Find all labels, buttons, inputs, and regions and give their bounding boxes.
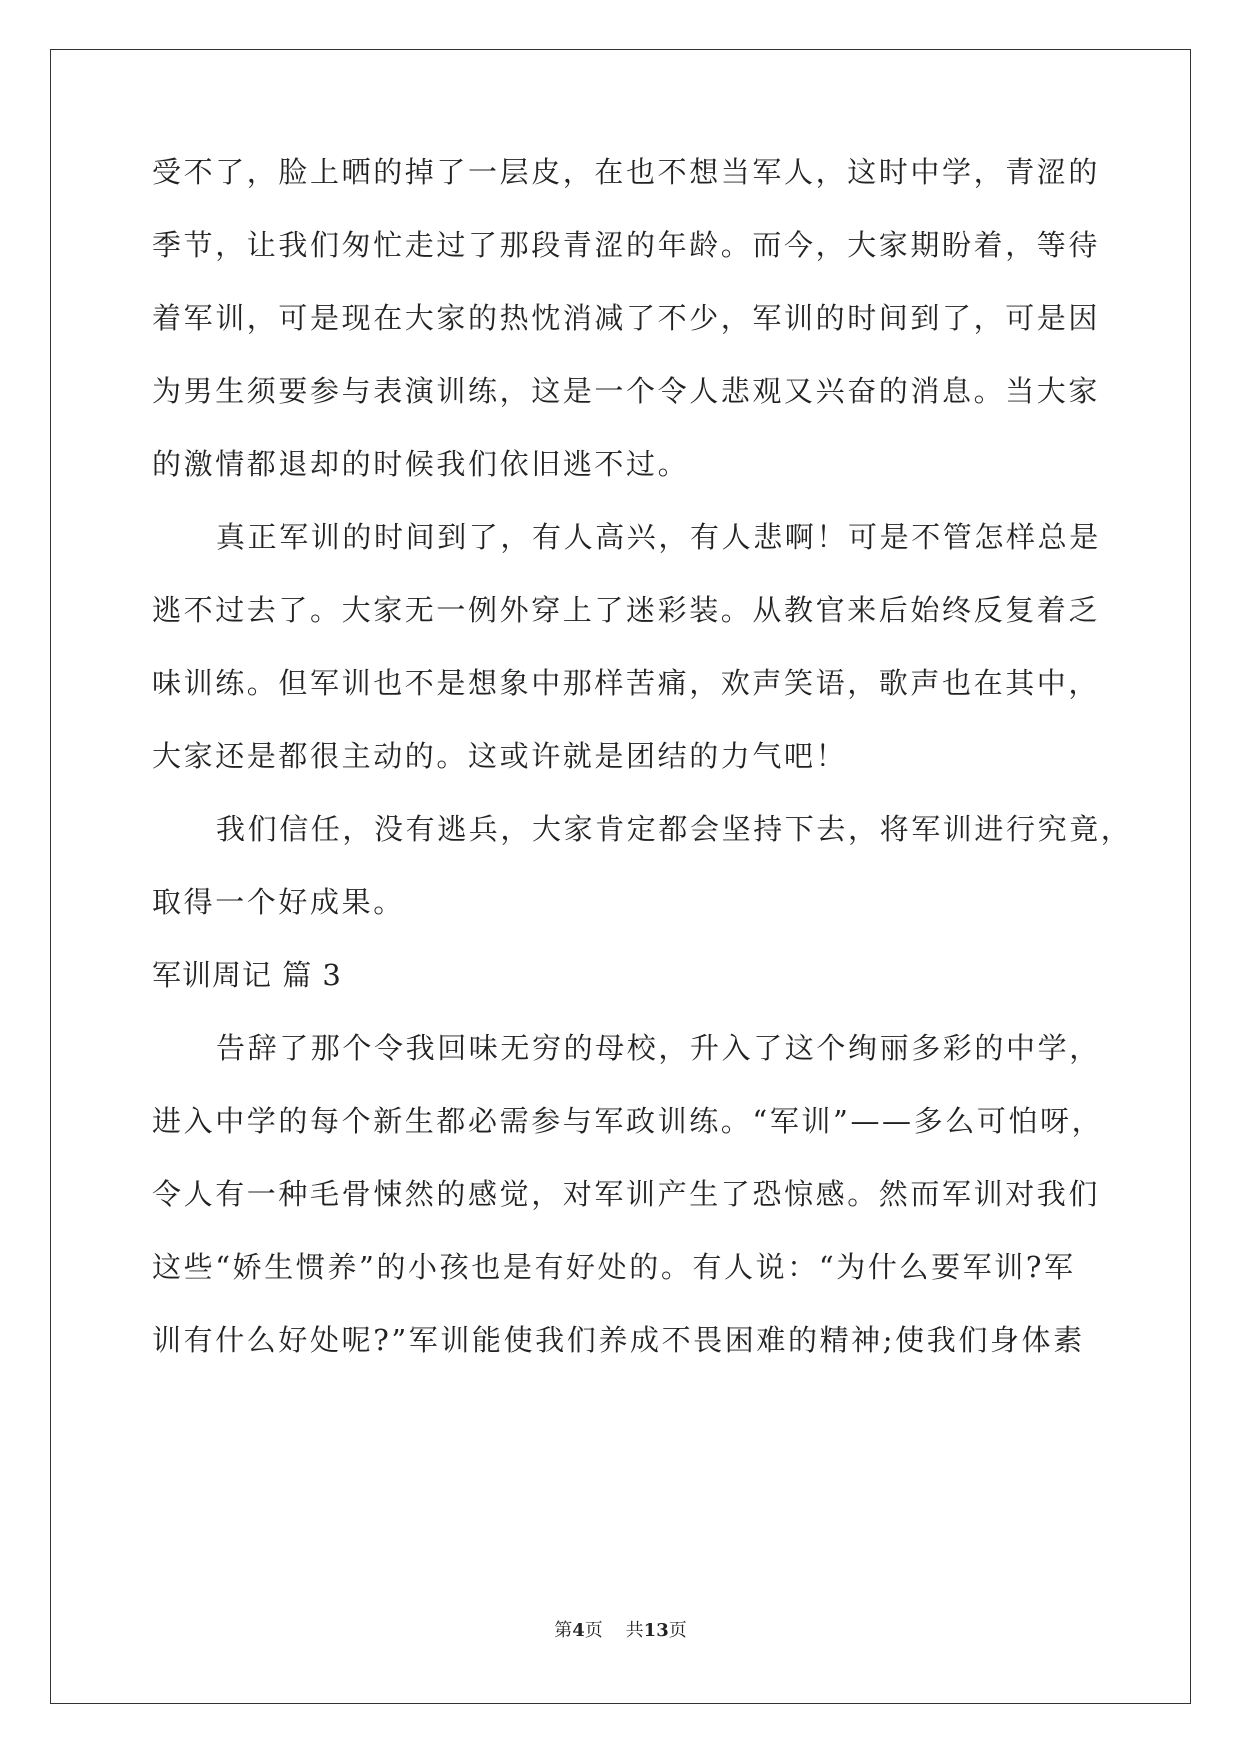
paragraph-start-line: 我们信任，没有逃兵，大家肯定都会坚持下去，将军训进行究竟， <box>216 812 1133 846</box>
text-line: 训有什么好处呢?”军训能使我们养成不畏困难的精神;使我们身体素 <box>152 1323 1085 1357</box>
paragraph-start-line: 真正军训的时间到了，有人高兴，有人悲啊！可是不管怎样总是 <box>216 520 1101 554</box>
text-line: 取得一个好成果。 <box>152 885 405 919</box>
text-line: 进入中学的每个新生都必需参与军政训练。“军训”——多么可怕呀， <box>152 1104 1104 1138</box>
section-heading: 军训周记 篇 3 <box>152 958 342 992</box>
page-footer <box>0 1620 1241 1642</box>
paragraph-start-line: 告辞了那个令我回味无穷的母校，升入了这个绚丽多彩的中学， <box>216 1031 1101 1065</box>
page-number: 4 <box>572 1620 585 1641</box>
text-line: 的激情都退却的时候我们依旧逃不过。 <box>152 447 690 481</box>
text-line: 逃不过去了。大家无一例外穿上了迷彩装。从教官来后始终反复着乏 <box>152 593 1101 627</box>
text-line: 令人有一种毛骨悚然的感觉，对军训产生了恐惊感。然而军训对我们 <box>152 1177 1101 1211</box>
text-line: 着军训，可是现在大家的热忱消减了不少，军训的时间到了，可是因 <box>152 301 1101 335</box>
page-suffix: 页 <box>584 1620 603 1641</box>
text-line: 大家还是都很主动的。这或许就是团结的力气吧！ <box>152 739 848 773</box>
total-prefix: 共 <box>625 1620 644 1641</box>
text-line: 受不了，脸上晒的掉了一层皮，在也不想当军人，这时中学，青涩的 <box>152 155 1101 189</box>
page-total: 13 <box>643 1620 669 1641</box>
total-suffix: 页 <box>668 1620 687 1641</box>
page-border <box>50 49 1191 1704</box>
text-line: 为男生须要参与表演训练，这是一个令人悲观又兴奋的消息。当大家 <box>152 374 1101 408</box>
text-line: 季节，让我们匆忙走过了那段青涩的年龄。而今，大家期盼着，等待 <box>152 228 1101 262</box>
page-prefix: 第 <box>554 1620 573 1641</box>
text-line: 这些“娇生惯养”的小孩也是有好处的。有人说：“为什么要军训?军 <box>152 1250 1076 1284</box>
text-line: 味训练。但军训也不是想象中那样苦痛，欢声笑语，歌声也在其中， <box>152 666 1101 700</box>
